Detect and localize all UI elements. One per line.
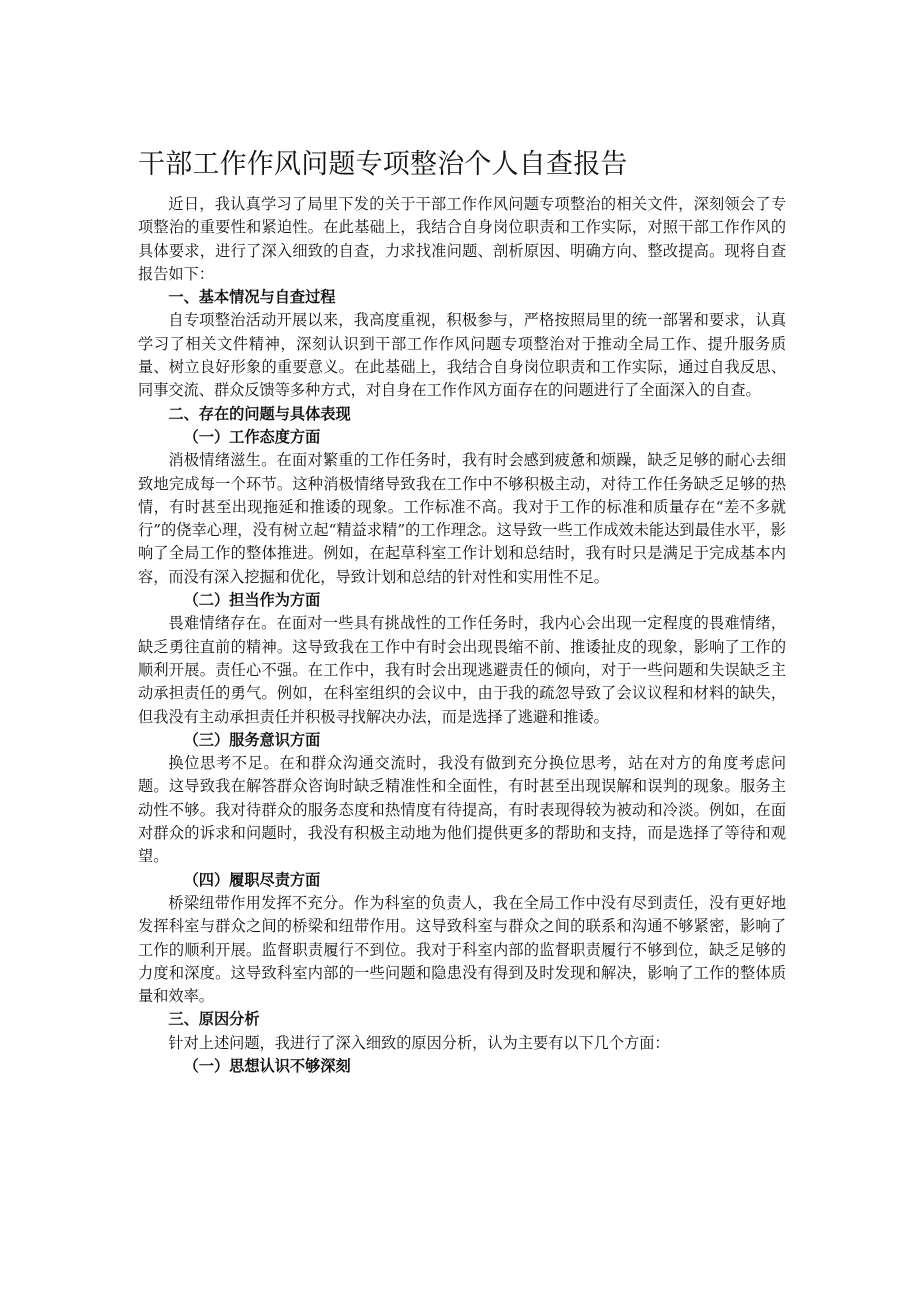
- section-paragraph-cause-analysis: 针对上述问题，我进行了深入细致的原因分析，认为主要有以下几个方面：: [168, 1033, 670, 1052]
- section-heading-basic-situation: 一、基本情况与自查过程: [168, 288, 336, 307]
- subsection-heading-duty-performance: （四）履职尽责方面: [183, 870, 321, 889]
- section-paragraph-basic-situation: 自专项整治活动开展以来，我高度重视，积极参与，严格按照局里的统一部署和要求，认真学习了相关文件精神，深刻认识到干部工作作风问题专项整治对于推动全局工作、提升服务质量、树立良好形象的重要意义。在此基础上，我结合自身岗位职责和工作实际，通过自我反思、同事交流、群众反馈等多种方式，对自身在工作作风方面存在的问题进行了全面深入的自查。: [138, 311, 786, 400]
- subsection-heading-work-attitude: （一）工作态度方面: [183, 427, 321, 446]
- section-heading-cause-analysis: 三、原因分析: [168, 1010, 260, 1029]
- subsection-paragraph-duty-performance: 桥梁纽带作用发挥不充分。作为科室的负责人，我在全局工作中没有尽到责任，没有更好地发挥科室与群众之间的桥梁和纽带作用。这导致科室与群众之间的联系和沟通不够紧密，影响了工作的顺利开展。监督职责履行不到位。我对于科室内部的监督职责履行不够到位，缺乏足够的力度和深度。这导致科室内部的一些问题和隐患没有得到及时发现和解决，影响了工作的整体质量和效率。: [138, 893, 786, 1006]
- intro-paragraph: 近日，我认真学习了局里下发的关于干部工作作风问题专项整治的相关文件，深刻领会了专项整治的重要性和紧迫性。在此基础上，我结合自身岗位职责和工作实际，对照干部工作作风的具体要求，进行了深入细致的自查，力求找准问题、剖析原因、明确方向、整改提高。现将自查报告如下：: [138, 195, 786, 283]
- subsection-heading-responsibility: （二）担当作为方面: [183, 591, 321, 610]
- document-body: [138, 193, 786, 1078]
- document-title: 干部工作作风问题专项整治个人自查报告: [138, 149, 628, 180]
- subsection-paragraph-work-attitude: 消极情绪滋生。在面对繁重的工作任务时，我有时会感到疲惫和烦躁，缺乏足够的耐心去细致地完成每一个环节。这种消极情绪导致我在工作中不够积极主动，对待工作任务缺乏足够的热情，有时甚至出现拖延和推诿的现象。工作标准不高。我对于工作的标准和质量存在“差不多就行”的侥幸心理，没有树立起“精益求精”的工作理念。这导致一些工作成效未能达到最佳水平，影响了全局工作的整体推进。例如，在起草科室工作计划和总结时，我有时只是满足于完成基本内容，而没有深入挖掘和优化，导致计划和总结的针对性和实用性不足。: [138, 451, 786, 586]
- subsection-heading-service-awareness: （三）服务意识方面: [183, 730, 321, 749]
- subsection-heading-ideological-awareness: （一）思想认识不够深刻: [183, 1056, 351, 1075]
- subsection-paragraph-responsibility: 畏难情绪存在。在面对一些具有挑战性的工作任务时，我内心会出现一定程度的畏难情绪，缺乏勇往直前的精神。这导致我在工作中有时会出现畏缩不前、推诿扯皮的现象，影响了工作的顺利开展。责任心不强。在工作中，我有时会出现逃避责任的倾向，对于一些问题和失误缺乏主动承担责任的勇气。例如，在科室组织的会议中，由于我的疏忽导致了会议议程和材料的缺失，但我没有主动承担责任并积极寻找解决办法，而是选择了逃避和推诿。: [138, 614, 786, 726]
- subsection-paragraph-service-awareness: 换位思考不足。在和群众沟通交流时，我没有做到充分换位思考，站在对方的角度考虑问题。这导致我在解答群众咨询时缺乏精准性和全面性，有时甚至出现误解和误判的现象。服务主动性不够。我对待群众的服务态度和热情度有待提高，有时表现得较为被动和冷淡。例如，在面对群众的诉求和问题时，我没有积极主动地为他们提供更多的帮助和支持，而是选择了等待和观望。: [138, 754, 786, 866]
- section-heading-problems: 二、存在的问题与具体表现: [168, 404, 351, 423]
